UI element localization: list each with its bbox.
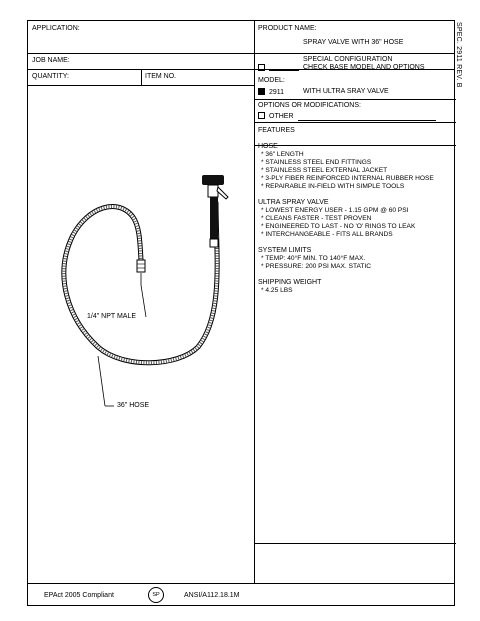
divider — [254, 122, 456, 123]
special-config-line2: CHECK BASE MODEL AND OPTIONS — [303, 64, 425, 71]
feature-item: * LOWEST ENERGY USER - 1.15 GPM @ 60 PSI — [261, 207, 409, 214]
features-section-hose — [258, 143, 434, 191]
product-name-value: SPRAY VALVE WITH 36" HOSE — [303, 39, 404, 46]
special-config-row — [258, 64, 299, 73]
divider — [28, 583, 454, 584]
spray-valve — [202, 175, 228, 247]
quantity-label: QUANTITY: — [32, 73, 69, 80]
section-heading: SHIPPING WEIGHT — [258, 279, 322, 286]
divider — [254, 543, 456, 544]
other-checkbox[interactable] — [258, 112, 265, 119]
feature-item: * ENGINEERED TO LAST - NO 'O' RINGS TO LEAK — [261, 223, 416, 230]
other-row — [258, 112, 294, 121]
npt-leader — [141, 273, 146, 317]
hose-leader — [98, 356, 105, 406]
features-section-valve — [258, 199, 434, 239]
feature-item: * INTERCHANGEABLE - FITS ALL BRANDS — [261, 231, 393, 238]
spec-sheet — [27, 20, 455, 606]
features-list — [258, 143, 434, 295]
application-label: APPLICATION: — [32, 25, 80, 32]
hose-callout: 36" HOSE — [117, 402, 150, 409]
model-description: WITH ULTRA SRAY VALVE — [303, 88, 389, 95]
model-checkbox[interactable] — [258, 88, 265, 95]
column-divider — [254, 21, 255, 583]
model-label: MODEL: — [258, 77, 285, 84]
npt-callout: 1/4" NPT MALE — [87, 313, 137, 320]
feature-item: * STAINLESS STEEL END FITTINGS — [261, 159, 372, 166]
hose-outline — [64, 203, 217, 363]
job-name-label: JOB NAME: — [32, 57, 70, 64]
section-heading: SYSTEM LIMITS — [258, 247, 312, 254]
divider — [254, 99, 456, 100]
feature-item: * 3-PLY FIBER REINFORCED INTERNAL RUBBER HOSE — [261, 175, 434, 182]
feature-item: * PRESSURE: 200 PSI MAX. STATIC — [261, 263, 372, 270]
features-section-weight — [258, 279, 434, 295]
npt-fitting — [137, 260, 145, 272]
model-number: 2911 — [269, 89, 285, 96]
certification-mark-icon: SP — [148, 587, 164, 603]
feature-item: * STAINLESS STEEL EXTERNAL JACKET — [261, 167, 388, 174]
epact-label: EPAct 2005 Compliant — [44, 592, 114, 599]
model-row — [258, 88, 284, 97]
section-heading: HOSE — [258, 143, 278, 150]
other-blank-line[interactable] — [298, 120, 436, 121]
options-label: OPTIONS OR MODIFICATIONS: — [258, 102, 361, 109]
other-label: OTHER — [269, 113, 294, 120]
feature-item: * 36" LENGTH — [261, 151, 304, 158]
product-drawing — [28, 85, 254, 583]
special-config-blank[interactable] — [269, 70, 299, 71]
feature-item: * 4.25 LBS — [261, 287, 293, 294]
feature-item: * CLEANS FASTER - TEST PROVEN — [261, 215, 372, 222]
divider — [28, 53, 454, 54]
column-divider — [141, 69, 142, 85]
spec-revision-label: SPEC. 2911 REV. B — [455, 22, 462, 88]
item-no-label: ITEM NO. — [145, 73, 177, 80]
product-name-label: PRODUCT NAME: — [258, 25, 317, 32]
features-section-limits — [258, 247, 434, 271]
section-heading: ULTRA SPRAY VALVE — [258, 199, 329, 206]
special-config-line1: SPECIAL CONFIGURATION — [303, 56, 393, 63]
features-title: FEATURES — [258, 127, 295, 134]
special-config-checkbox[interactable] — [258, 64, 265, 71]
feature-item: * REPAIRABLE IN-FIELD WITH SIMPLE TOOLS — [261, 183, 405, 190]
ansi-label: ANSI/A112.18.1M — [184, 592, 240, 599]
feature-item: * TEMP: 40°F MIN. TO 140°F MAX. — [261, 255, 366, 262]
